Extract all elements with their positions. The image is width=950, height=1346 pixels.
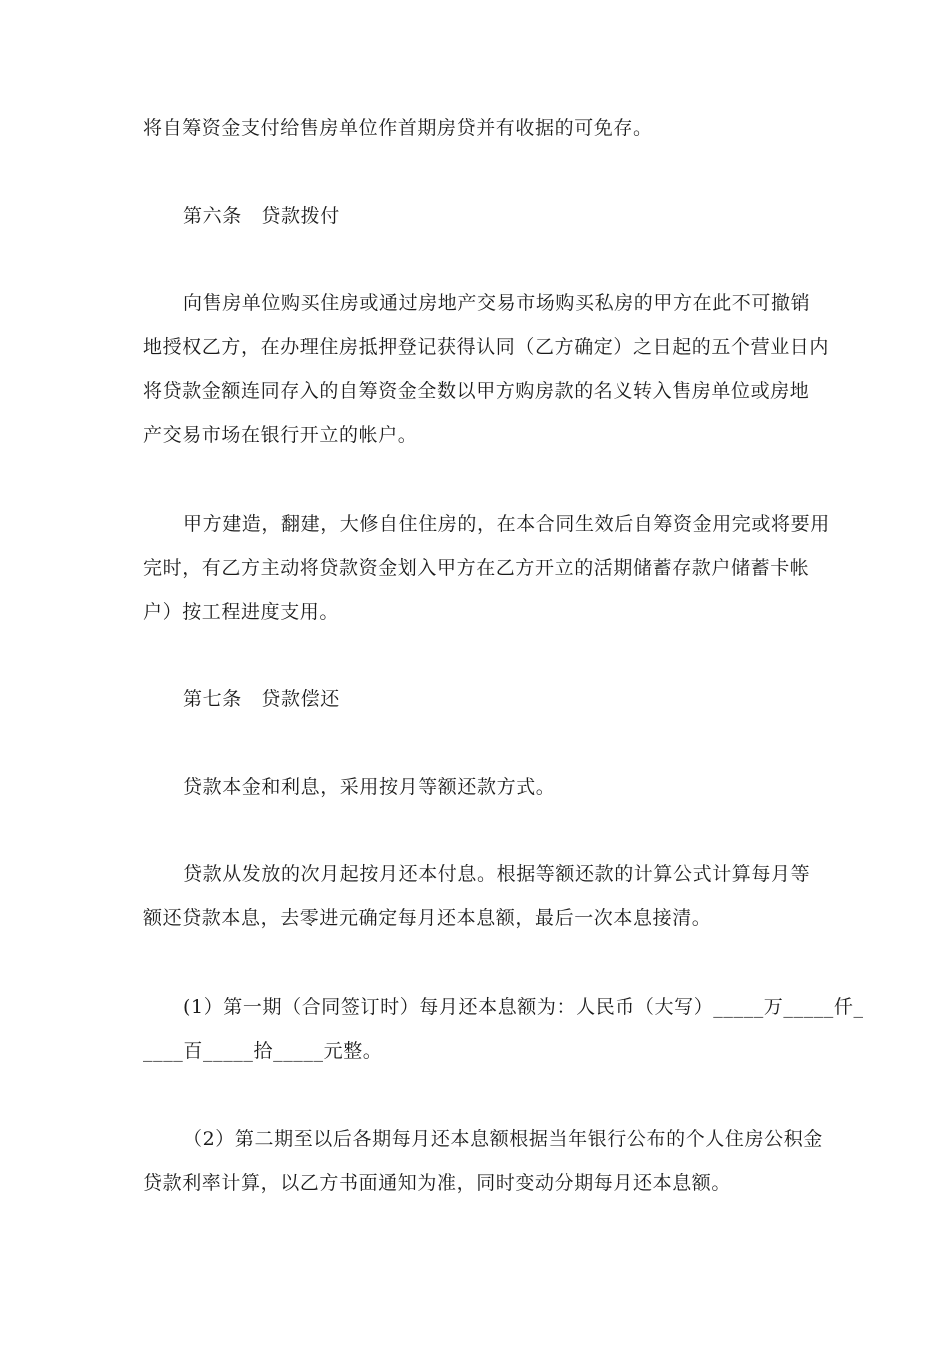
text-line: 额还贷款本息，去零进元确定每月还本息额，最后一次本息接清。 — [143, 907, 712, 929]
heading-text: 第六条 贷款拨付 — [183, 205, 340, 227]
text-line: （2）第二期至以后各期每月还本息额根据当年银行公布的个人住房公积金 — [183, 1128, 823, 1150]
text-line: 户）按工程进度支用。 — [143, 601, 340, 623]
text-line: 向售房单位购买住房或通过房地产交易市场购买私房的甲方在此不可撤销 — [183, 292, 811, 314]
paragraph-3 — [143, 281, 830, 457]
paragraph-8 — [143, 985, 864, 1073]
article-7-heading — [143, 677, 811, 721]
heading-text: 第七条 贷款偿还 — [183, 688, 340, 710]
paragraph-6 — [143, 765, 811, 809]
text-line: (1）第一期（合同签订时）每月还本息额为：人民币（大写）_____万_____仟_ — [183, 996, 864, 1018]
text-line: ____百_____拾_____元整。 — [143, 1040, 383, 1062]
text-line: 将自筹资金支付给售房单位作首期房贷并有收据的可免存。 — [143, 117, 653, 139]
text-line: 地授权乙方，在办理住房抵押登记获得认同（乙方确定）之日起的五个营业日内 — [143, 336, 830, 358]
text-line: 贷款利率计算，以乙方书面通知为准，同时变动分期每月还本息额。 — [143, 1172, 732, 1194]
text-line: 甲方建造，翻建，大修自住住房的，在本合同生效后自筹资金用完或将要用 — [183, 513, 830, 535]
paragraph-4 — [143, 502, 830, 634]
text-line: 完时，有乙方主动将贷款资金划入甲方在乙方开立的活期储蓄存款户储蓄卡帐 — [143, 557, 810, 579]
text-line: 贷款本金和利息，采用按月等额还款方式。 — [183, 776, 556, 798]
paragraph-7 — [143, 852, 811, 940]
paragraph-9 — [143, 1117, 823, 1205]
text-line: 产交易市场在银行开立的帐户。 — [143, 424, 418, 446]
paragraph-1 — [143, 106, 811, 150]
text-line: 将贷款金额连同存入的自筹资金全数以甲方购房款的名义转入售房单位或房地 — [143, 380, 810, 402]
text-line: 贷款从发放的次月起按月还本付息。根据等额还款的计算公式计算每月等 — [183, 863, 811, 885]
article-6-heading — [143, 194, 811, 238]
